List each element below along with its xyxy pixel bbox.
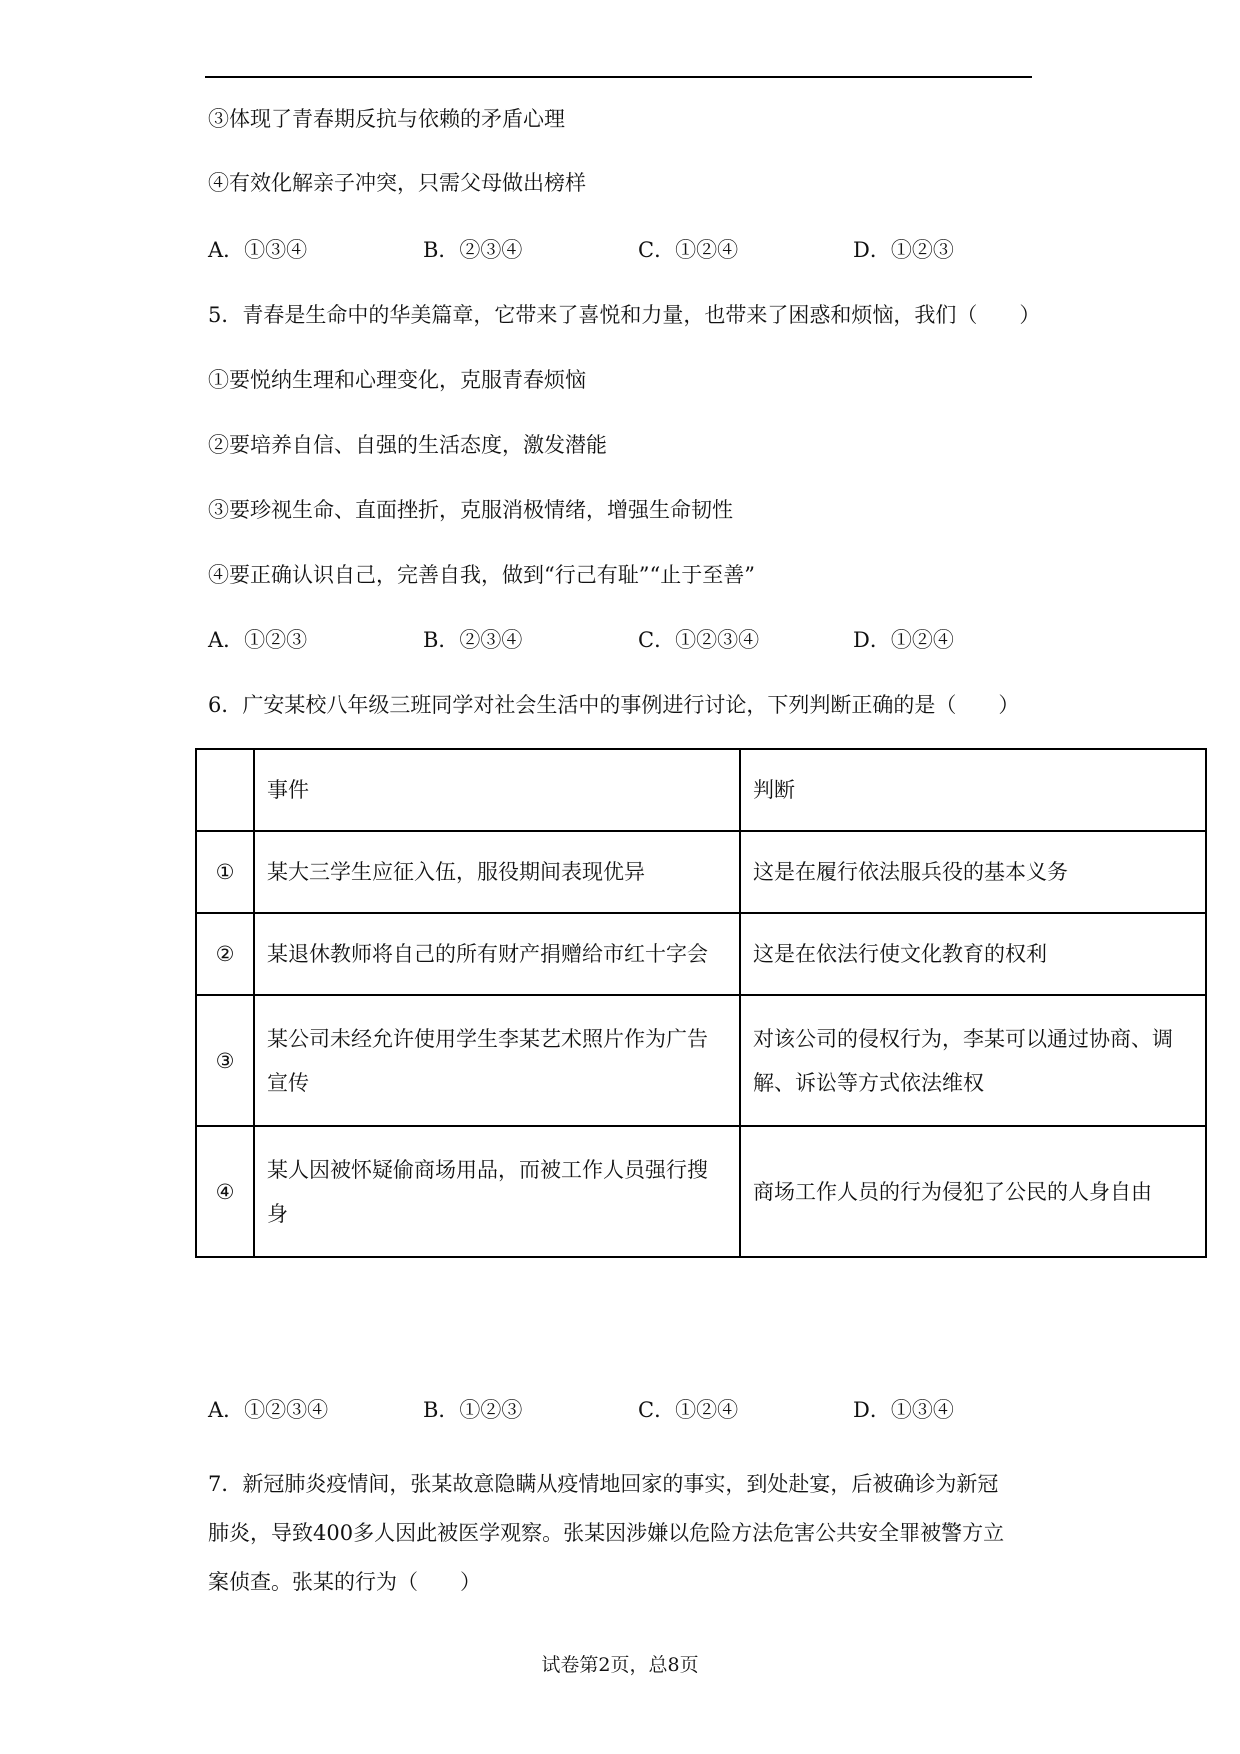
- header-rule: [205, 76, 1032, 78]
- row-event: 某退休教师将自己的所有财产捐赠给市红十字会: [254, 913, 740, 995]
- q6-option-d[interactable]: D．①③④: [853, 1398, 954, 1422]
- q4-item-4: ④有效化解亲子冲突，只需父母做出榜样: [208, 171, 586, 195]
- table-header-blank: [196, 749, 254, 831]
- q5-item-4: ④要正确认识自己，完善自我，做到“行己有耻”“止于至善”: [208, 563, 755, 587]
- row-event: 某公司未经允许使用学生李某艺术照片作为广告宣传: [254, 995, 740, 1126]
- q5-option-b[interactable]: B．②③④: [423, 628, 523, 652]
- table-row: [196, 913, 1206, 995]
- q5-item-2: ②要培养自信、自强的生活态度，激发潜能: [208, 433, 607, 457]
- q5-option-d[interactable]: D．①②④: [853, 628, 954, 652]
- q4-option-c[interactable]: C．①②④: [638, 238, 739, 262]
- row-number: ②: [196, 913, 254, 995]
- row-judgment: 这是在依法行使文化教育的权利: [740, 913, 1206, 995]
- q5-option-c[interactable]: C．①②③④: [638, 628, 760, 652]
- q4-option-d[interactable]: D．①②③: [853, 238, 954, 262]
- row-event: 某大三学生应征入伍，服役期间表现优异: [254, 831, 740, 913]
- table-header-row: [196, 749, 1206, 831]
- row-number: ①: [196, 831, 254, 913]
- q5-option-a[interactable]: A．①②③: [208, 628, 308, 652]
- q7-line-1: 7．新冠肺炎疫情间，张某故意隐瞒从疫情地回家的事实，到处赴宴，后被确诊为新冠: [208, 1472, 999, 1496]
- table-row: [196, 995, 1206, 1126]
- row-judgment: 这是在履行依法服兵役的基本义务: [740, 831, 1206, 913]
- q7-stem: [208, 1460, 1048, 1607]
- table-row: [196, 1126, 1206, 1257]
- q7-line-2: 肺炎，导致400多人因此被医学观察。张某因涉嫌以危险方法危害公共安全罪被警方立: [208, 1521, 1005, 1545]
- q4-option-a[interactable]: A．①③④: [208, 238, 308, 262]
- table-row: [196, 831, 1206, 913]
- q6-option-b[interactable]: B．①②③: [423, 1398, 523, 1422]
- q6-stem: 6．广安某校八年级三班同学对社会生活中的事例进行讨论，下列判断正确的是（ ）: [208, 693, 1020, 717]
- row-judgment: 对该公司的侵权行为，李某可以通过协商、调解、诉讼等方式依法维权: [740, 995, 1206, 1126]
- row-event: 某人因被怀疑偷商场用品，而被工作人员强行搜身: [254, 1126, 740, 1257]
- page-footer: 试卷第2页，总8页: [541, 1654, 699, 1676]
- q4-option-b[interactable]: B．②③④: [423, 238, 523, 262]
- table-header-event: 事件: [254, 749, 740, 831]
- q6-option-a[interactable]: A．①②③④: [208, 1398, 329, 1422]
- row-judgment: 商场工作人员的行为侵犯了公民的人身自由: [740, 1126, 1206, 1257]
- q5-item-3: ③要珍视生命、直面挫折，克服消极情绪，增强生命韧性: [208, 498, 733, 522]
- row-number: ③: [196, 995, 254, 1126]
- q5-stem: 5．青春是生命中的华美篇章，它带来了喜悦和力量，也带来了困惑和烦恼，我们（ ）: [208, 303, 1041, 327]
- q5-item-1: ①要悦纳生理和心理变化，克服青春烦恼: [208, 368, 586, 392]
- q4-item-3: ③体现了青春期反抗与依赖的矛盾心理: [208, 107, 565, 131]
- q6-option-c[interactable]: C．①②④: [638, 1398, 739, 1422]
- q7-line-3: 案侦查。张某的行为（ ）: [208, 1570, 481, 1594]
- q6-events-table: [195, 748, 1207, 1258]
- table-header-judgment: 判断: [740, 749, 1206, 831]
- row-number: ④: [196, 1126, 254, 1257]
